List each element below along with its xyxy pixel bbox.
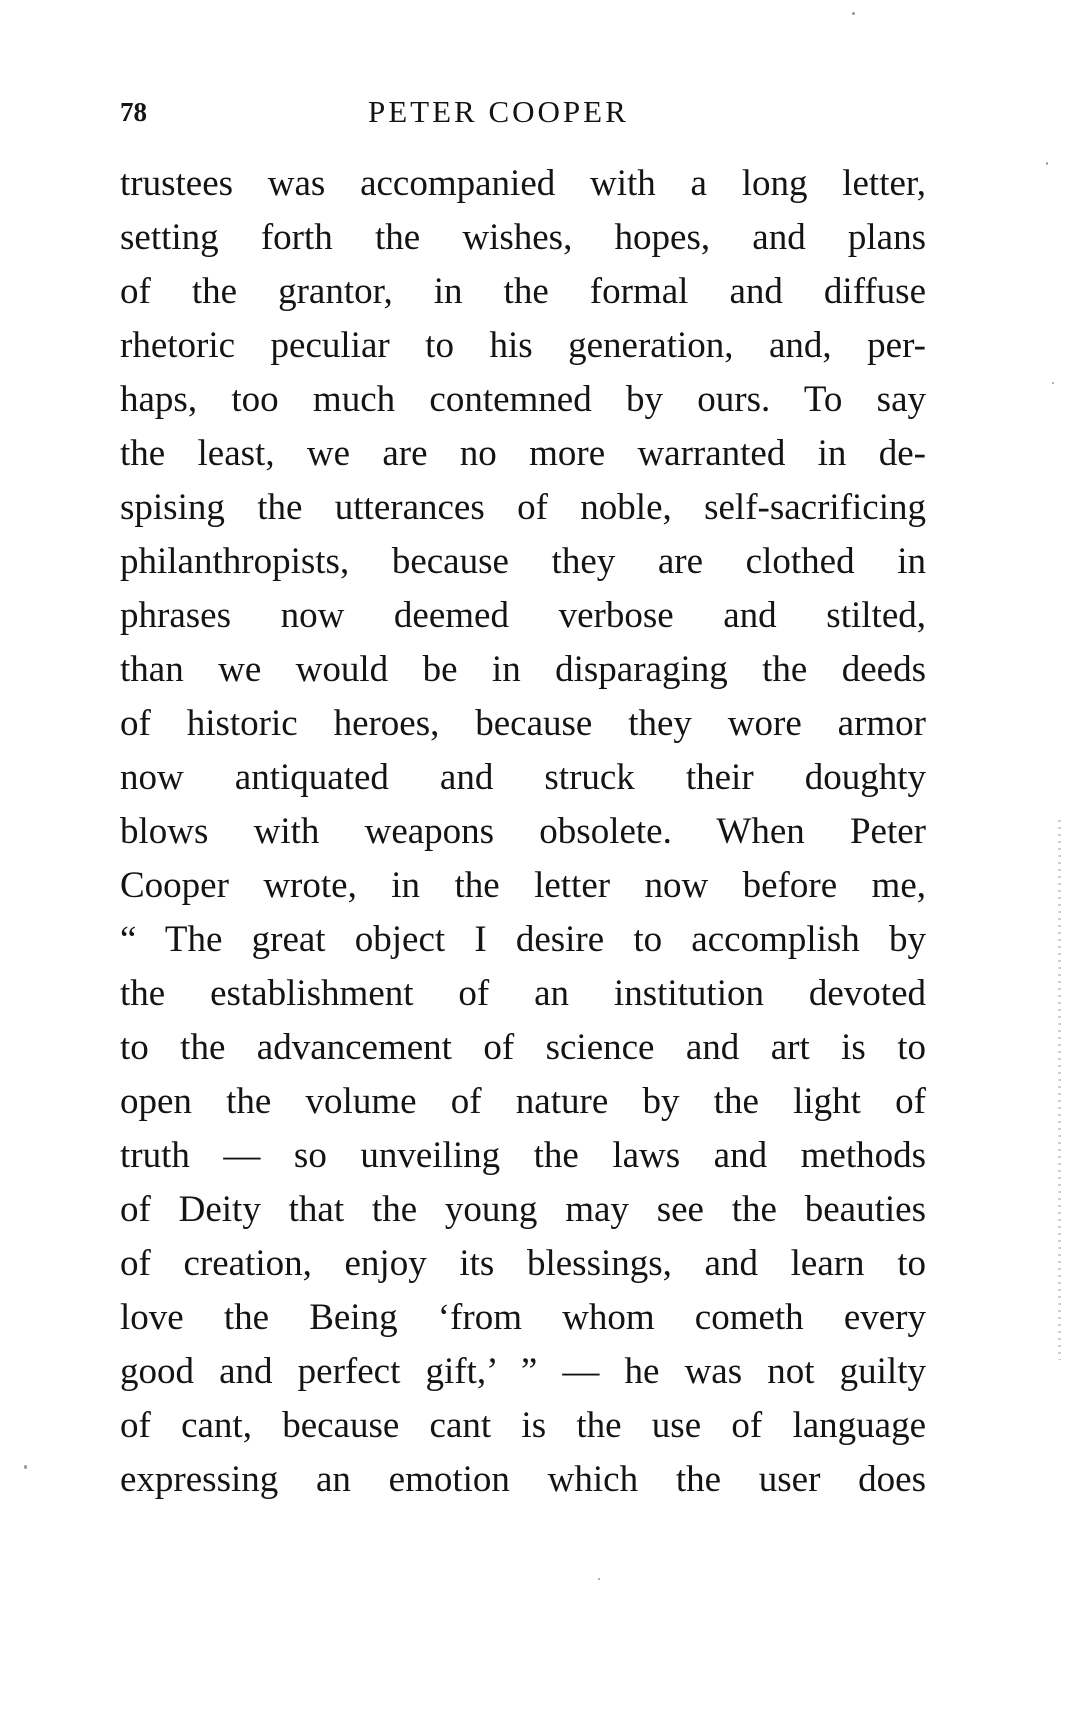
text-line: of Deity that the young may see the beauties: [120, 1189, 926, 1230]
page-number: 78: [120, 97, 147, 127]
text-line: the establishment of an institution devoted: [120, 973, 926, 1014]
text-line: truth — so unveiling the laws and methods: [120, 1135, 926, 1176]
text-line: “ The great object I desire to accomplish by: [120, 919, 926, 960]
running-header: [120, 92, 926, 132]
scan-speck: [598, 1578, 600, 1580]
running-title: PETER COOPER: [368, 94, 629, 129]
text-line: of historic heroes, because they wore armor: [120, 703, 926, 744]
scan-speck: [852, 12, 855, 15]
text-line: blows with weapons obsolete. When Peter: [120, 811, 926, 852]
text-line: the least, we are no more warranted in de-: [120, 433, 926, 474]
text-line: spising the utterances of noble, self-sacrificing: [120, 487, 926, 528]
scan-speck: [1052, 382, 1054, 384]
text-line: now antiquated and struck their doughty: [120, 757, 926, 798]
text-line: setting forth the wishes, hopes, and plans: [120, 217, 926, 258]
text-line: rhetoric peculiar to his generation, and, per-: [120, 325, 926, 366]
body-text: [120, 157, 926, 1507]
text-line: good and perfect gift,’ ” — he was not guilty: [120, 1351, 926, 1392]
text-line: than we would be in disparaging the deeds: [120, 649, 926, 690]
text-line: of the grantor, in the formal and diffuse: [120, 271, 926, 312]
text-line: trustees was accompanied with a long letter,: [120, 163, 926, 204]
page-edge-shadow: [1058, 820, 1061, 1360]
text-line: Cooper wrote, in the letter now before me,: [120, 865, 926, 906]
text-line: of cant, because cant is the use of language: [120, 1405, 926, 1446]
text-line: phrases now deemed verbose and stilted,: [120, 595, 926, 636]
text-line: of creation, enjoy its blessings, and learn to: [120, 1243, 926, 1284]
text-line: haps, too much contemned by ours. To say: [120, 379, 926, 420]
text-line: open the volume of nature by the light of: [120, 1081, 926, 1122]
text-line: expressing an emotion which the user does: [120, 1459, 926, 1500]
scan-speck: [24, 1465, 27, 1469]
text-line: to the advancement of science and art is to: [120, 1027, 926, 1068]
scan-speck: [1046, 162, 1048, 165]
text-line: philanthropists, because they are clothed in: [120, 541, 926, 582]
text-line: love the Being ‘from whom cometh every: [120, 1297, 926, 1338]
